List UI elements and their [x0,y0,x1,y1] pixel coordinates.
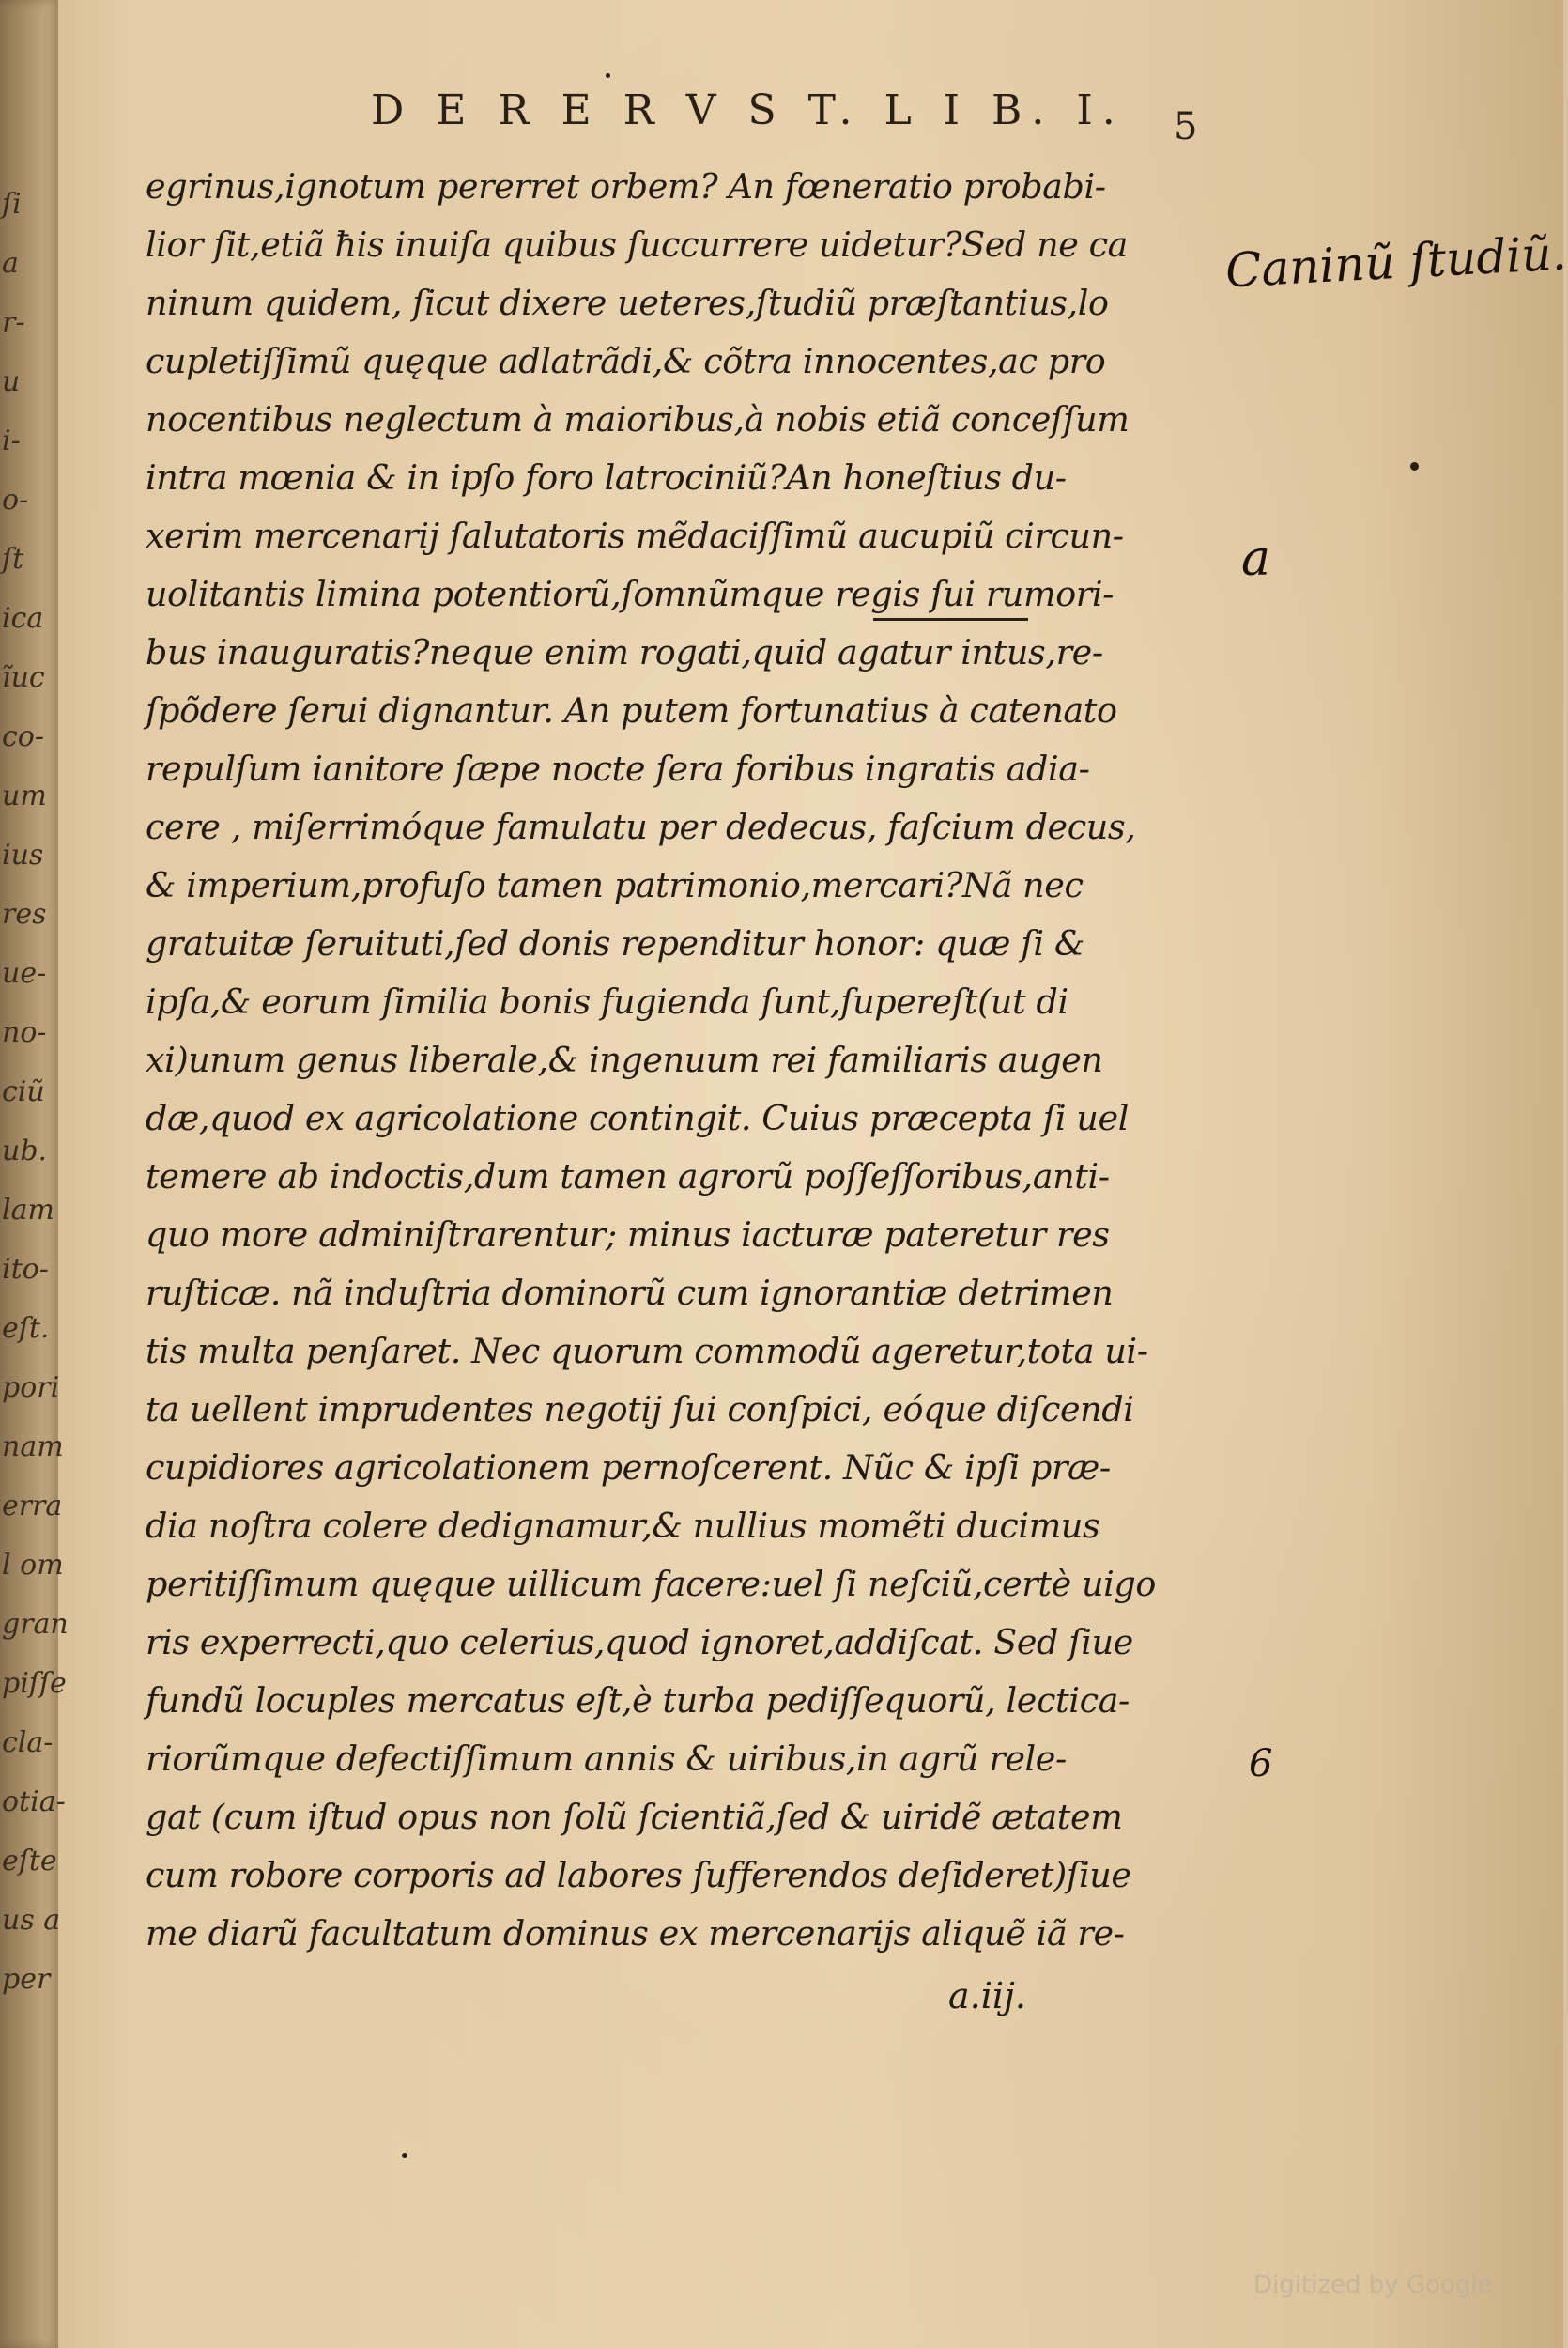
text-line: ruſticæ. nã induſtria dominorũ cum ignorantiæ detrimen [146,1273,1114,1313]
margin-fragment: otia- [2,1785,66,1818]
text-line: bus inauguratis?neque enim rogati,quid agatur intus,re- [146,632,1103,672]
margin-fragment: ius [2,839,44,872]
text-line: peritiſſimum quęque uillicum facere:uel ſi neſciũ,certè uigo [146,1564,1156,1604]
watermark: Digitized by Google [1253,2271,1493,2299]
handwritten-note-a: a [1241,531,1271,587]
margin-fragment: a [2,247,19,280]
margin-fragment: l om [2,1549,64,1582]
margin-fragment: ica [2,602,44,635]
margin-fragment: ſi [2,188,22,221]
margin-fragment: per [2,1963,51,1996]
page-number: 5 [1174,105,1198,148]
text-line: repulſum ianitore ſæpe nocte ſera foribus ingratis adia- [146,749,1090,789]
text-line: cupletiſſimũ quęque adlatrãdi,& cõtra innocentes,ac pro [146,341,1106,381]
text-line: riorũmque defectiſſimum annis & uiribus,in agrũ rele- [146,1738,1067,1779]
margin-fragment: um [2,780,47,812]
text-line: dia noſtra colere dedignamur,& nullius momẽti ducimus [146,1506,1100,1546]
margin-fragment: pori [2,1371,60,1404]
margin-fragment: eſte [2,1845,57,1877]
margin-fragment: ſt [2,543,24,576]
text-line: ris experrecti,quo celerius,quod ignoret,addiſcat. Sed ſiue [146,1622,1133,1662]
margin-fragment: ue- [2,957,47,990]
margin-fragment: i- [2,425,21,457]
body-text [146,158,1207,1963]
ink-dot [606,73,610,78]
running-head: D E R E R V S T. L I B. I. [371,86,1125,134]
text-line: intra mœnia & in ipſo foro latrociniũ?An honeſtius du- [146,457,1067,498]
text-line: & imperium,profuſo tamen patrimonio,mercari?Nã nec [146,865,1084,905]
margin-fragment: ub. [2,1135,48,1167]
underline-mark [873,618,1028,621]
binding-gutter [0,0,69,2348]
text-line: ſpõdere ſerui dignantur. An putem fortunatius à catenato [146,690,1117,731]
text-line: quo more adminiſtrarentur; minus iacturæ pateretur res [146,1214,1110,1255]
text-line: xi)unum genus liberale,& ingenuum rei familiaris augen [146,1040,1103,1080]
text-line: fundũ locuples mercatus eſt,è turba pediſſequorũ, lectica- [146,1680,1130,1721]
ink-dot [402,2153,407,2158]
text-line: gratuitæ ſeruituti,ſed donis rependitur honor: quæ ſi & [146,923,1084,964]
text-line: cum robore corporis ad labores ſufferendos deſideret)ſiue [146,1855,1131,1895]
text-line: tis multa penſaret. Nec quorum commodũ ageretur,tota ui- [146,1331,1148,1371]
margin-fragment: piſſe [2,1667,67,1700]
margin-fragment: res [2,898,47,931]
margin-fragment: o- [2,484,29,517]
text-line: cupidiores agricolationem pernoſcerent. Nũc & ipſi præ- [146,1447,1111,1488]
margin-fragment: erra [2,1490,63,1522]
margin-fragment: eſt. [2,1312,50,1345]
text-line: ninum quidem, ſicut dixere ueteres,ſtudiũ præſtantius,lo [146,283,1109,323]
text-line: temere ab indoctis,dum tamen agrorũ poſſeſſoribus,anti- [146,1156,1110,1197]
margin-fragment: no- [2,1016,47,1049]
text-line: lior ſit,etiã ħis inuiſa quibus ſuccurrere uidetur?Sed ne ca [146,224,1129,265]
margin-fragment: nam [2,1430,64,1463]
text-line: me diarũ facultatum dominus ex mercenarijs aliquẽ iã re- [146,1913,1125,1954]
text-line: ipſa,& eorum ſimilia bonis fugienda ſunt,ſupereſt(ut di [146,981,1068,1022]
margin-fragment: gran [2,1608,69,1641]
handwritten-note-6: 6 [1249,1742,1273,1785]
ink-dot [1410,462,1419,471]
handwritten-note-caninum: Caninũ ſtudiũ. [1223,225,1568,299]
margin-fragment: lam [2,1194,54,1227]
text-line: ta uellent imprudentes negotij ſui conſpici, eóque diſcendi [146,1389,1134,1429]
margin-fragment: ĩuc [2,661,45,694]
margin-fragment: r- [2,306,25,339]
margin-fragment: ito- [2,1253,49,1286]
margin-fragment: co- [2,720,44,753]
margin-fragment: us a [2,1904,61,1937]
text-line: xerim mercenarij ſalutatoris mẽdaciſſimũ aucupiũ circun- [146,516,1124,556]
text-line: uolitantis limina potentiorũ,ſomnũmque regis ſui rumori- [146,574,1115,614]
margin-fragment: ciũ [2,1075,45,1108]
text-line: cere , miſerrimóque famulatu per dedecus, faſcium decus, [146,807,1136,847]
signature-mark: a.iij. [948,1975,1026,2016]
text-line: nocentibus neglectum à maioribus,à nobis etiã conceſſum [146,399,1130,440]
text-line: egrinus,ignotum pererret orbem? An fœneratio probabi- [146,166,1106,207]
margin-fragment: cla- [2,1726,54,1759]
text-line: dæ,quod ex agricolatione contingit. Cuius præcepta ſi uel [146,1098,1129,1138]
text-line: gat (cum iſtud opus non ſolũ ſcientiã,ſed & uiridẽ ætatem [146,1797,1123,1837]
margin-fragment: u [2,365,21,398]
